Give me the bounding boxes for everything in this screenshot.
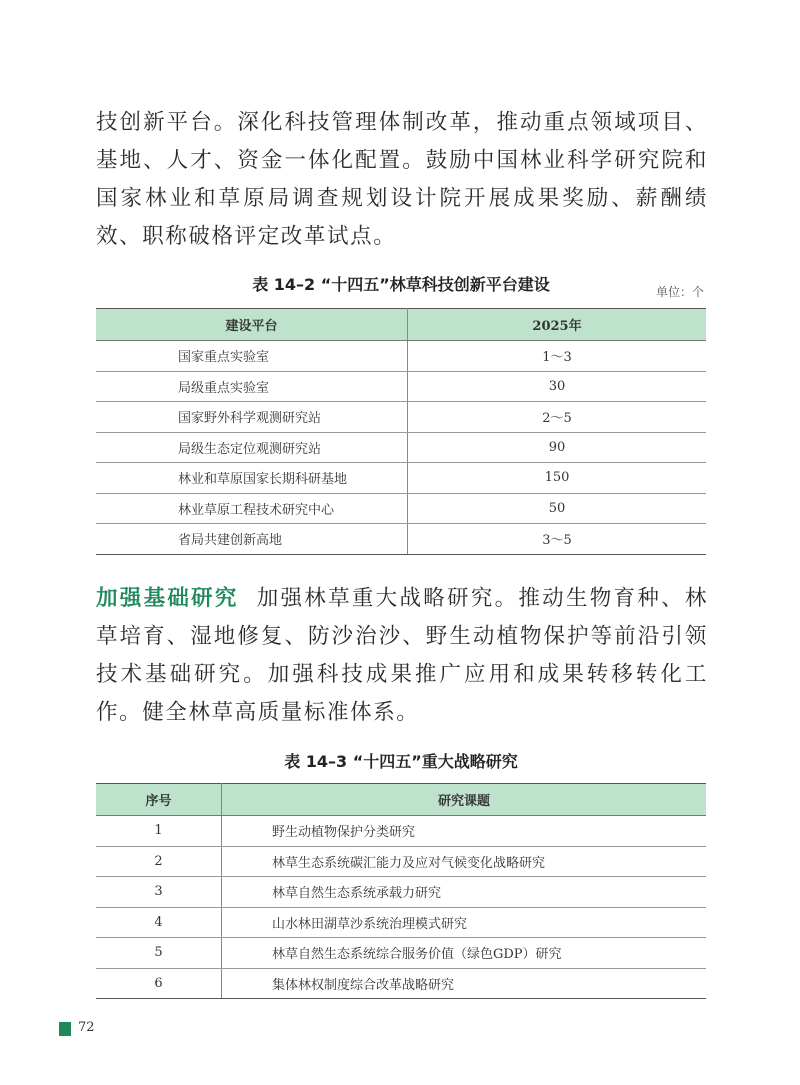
- table-row: [96, 463, 706, 494]
- table-header-row: [96, 784, 706, 816]
- table-cell: 90: [408, 432, 707, 463]
- table-cell: 5: [96, 938, 222, 969]
- table-cell: 2: [96, 846, 222, 877]
- table-cell: 林草自然生态系统综合服务价值（绿色GDP）研究: [222, 938, 707, 969]
- table-cell: 集体林权制度综合改革战略研究: [222, 968, 707, 999]
- table-14-2-caption: 表 14–2 “十四五”林草科技创新平台建设: [252, 275, 550, 294]
- table-cell: 150: [408, 463, 707, 494]
- table-row: [96, 341, 706, 372]
- column-header-number: 序号: [96, 784, 222, 816]
- table-cell: 1: [96, 816, 222, 847]
- table-row: [96, 402, 706, 433]
- table-cell: 2～5: [408, 402, 707, 433]
- table-14-2: [96, 308, 706, 555]
- section-lead-text: 加强林草重大战略研究。推动生物育种、林草培育、湿地修复、防沙治沙、野生动植物保护等前沿引领技术基础研究。加强科技成果推广应用和成果转移转化工作。健全林草高质量标准体系。: [96, 586, 708, 725]
- column-header-topic: 研究课题: [222, 784, 707, 816]
- table-cell: 林草生态系统碳汇能力及应对气候变化战略研究: [222, 846, 707, 877]
- table-14-2-unit: 单位：个: [655, 285, 704, 299]
- table-header-row: [96, 309, 706, 341]
- table-cell: 局级重点实验室: [96, 371, 408, 402]
- table-row: [96, 432, 706, 463]
- table-row: [96, 816, 706, 847]
- table-cell: 国家野外科学观测研究站: [96, 402, 408, 433]
- table-cell: 30: [408, 371, 707, 402]
- table-cell: 林业草原工程技术研究中心: [96, 493, 408, 524]
- table-row: [96, 907, 706, 938]
- table-row: [96, 938, 706, 969]
- table-row: [96, 371, 706, 402]
- table-row: [96, 877, 706, 908]
- page-marker-square: [59, 1022, 71, 1036]
- table-cell: 局级生态定位观测研究站: [96, 432, 408, 463]
- table-row: [96, 846, 706, 877]
- table-row: [96, 968, 706, 999]
- table-cell: 4: [96, 907, 222, 938]
- page-number: 72: [78, 1020, 95, 1035]
- table-cell: 6: [96, 968, 222, 999]
- table-cell: 国家重点实验室: [96, 341, 408, 372]
- table-cell: 1～3: [408, 341, 707, 372]
- table-cell: 山水林田湖草沙系统治理模式研究: [222, 907, 707, 938]
- column-header-platform: 建设平台: [96, 309, 408, 341]
- table-14-3-caption: 表 14–3 “十四五”重大战略研究: [284, 752, 518, 771]
- body-paragraph-2: [96, 580, 708, 732]
- table-row: [96, 524, 706, 555]
- body-paragraph-1: 技创新平台。深化科技管理体制改革，推动重点领域项目、基地、人才、资金一体化配置。鼓励中国林业科学研究院和国家林业和草原局调查规划设计院开展成果奖励、薪酬绩效、职称破格评定改革试点。: [96, 110, 708, 249]
- table-14-3: [96, 783, 706, 999]
- table-cell: 3～5: [408, 524, 707, 555]
- table-cell: 50: [408, 493, 707, 524]
- table-cell: 3: [96, 877, 222, 908]
- table-cell: 省局共建创新高地: [96, 524, 408, 555]
- section-lead-heading: 加强基础研究: [96, 586, 239, 611]
- column-header-2025: 2025年: [408, 309, 707, 341]
- table-row: [96, 493, 706, 524]
- table-cell: 林草自然生态系统承载力研究: [222, 877, 707, 908]
- table-cell: 林业和草原国家长期科研基地: [96, 463, 408, 494]
- table-cell: 野生动植物保护分类研究: [222, 816, 707, 847]
